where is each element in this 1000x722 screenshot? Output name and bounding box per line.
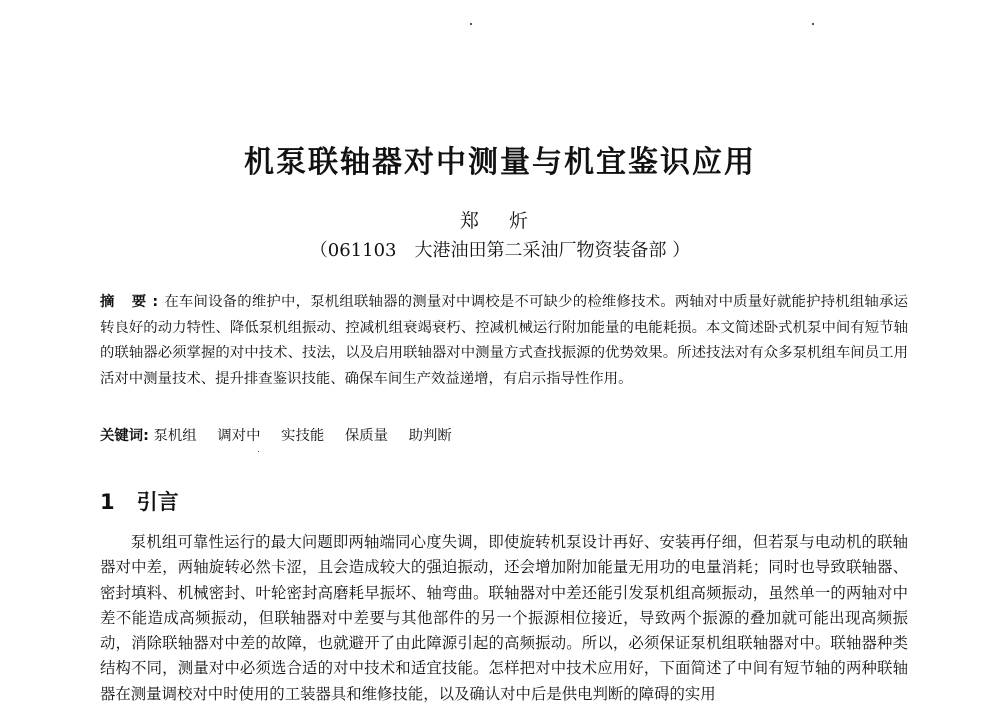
scan-speck: [258, 451, 259, 452]
scan-speck: [470, 23, 472, 25]
section-title: 引言: [136, 490, 179, 514]
section-heading: [100, 486, 179, 516]
abstract: [100, 290, 908, 392]
section-number: 1: [100, 490, 115, 514]
keywords-label: 关键词:: [100, 428, 149, 444]
keyword: 实技能: [281, 428, 325, 444]
keyword: 保质量: [344, 428, 388, 444]
abstract-label: 摘 要:: [100, 294, 165, 310]
keywords: [100, 424, 908, 445]
scan-speck: [812, 23, 814, 25]
abstract-text: 在车间设备的维护中，泵机组联轴器的测量对中调校是不可缺少的检维修技术。两轴对中质量好就能护持机组轴承运转良好的动力特性、降低泵机组振动、控减机组衰竭衰朽、控减机械运行附加能量的电能耗损。本文简述卧式机泵中间有短节轴的联轴器必须掌握的对中技术、技法，以及启用联轴器对中测量方式查找振源的优势效果。所述技法对有众多泵机组车间员工用活对中测量技术、提升排查鉴识技能、确保车间生产效益递增，有启示指导性作用。: [100, 294, 908, 387]
keyword: 调对中: [217, 428, 261, 444]
paper-title: 机泵联轴器对中测量与机宜鉴识应用: [244, 145, 756, 180]
keyword: 助判断: [408, 428, 452, 444]
keyword: 泵机组: [153, 428, 197, 444]
author-name: 郑 炘: [459, 210, 541, 232]
body-paragraph: 泵机组可靠性运行的最大问题即两轴端同心度失调，即使旋转机泵设计再好、安装再仔细，但若泵与电动机的联轴器对中差，两轴旋转必然卡涩，且会造成较大的强迫振动，还会增加附加能量无用功的电量消耗；同时也导致联轴器、密封填料、机械密封、叶轮密封高磨耗早振坏、轴弯曲。联轴器对中差还能引发泵机组高频振动，虽然单一的两轴对中差不能造成高频振动，但联轴器对中差要与其他部件的另一个振源相位接近，导致两个振源的叠加就可能出现高频振动，消除联轴器对中差的故障，也就避开了由此障源引起的高频振动。所以，必须保证泵机组联轴器对中。联轴器种类结构不同，测量对中必须选合适的对中技术和适宜技能。怎样把对中技术应用好，下面简述了中间有短节轴的两种联轴器在测量调校对中时使用的工装器具和维修技能，以及确认对中后是供电判断的障碍的实用: [100, 533, 908, 703]
author-affiliation: （061103 大港油田第二采油厂物资装备部 ）: [309, 240, 691, 261]
